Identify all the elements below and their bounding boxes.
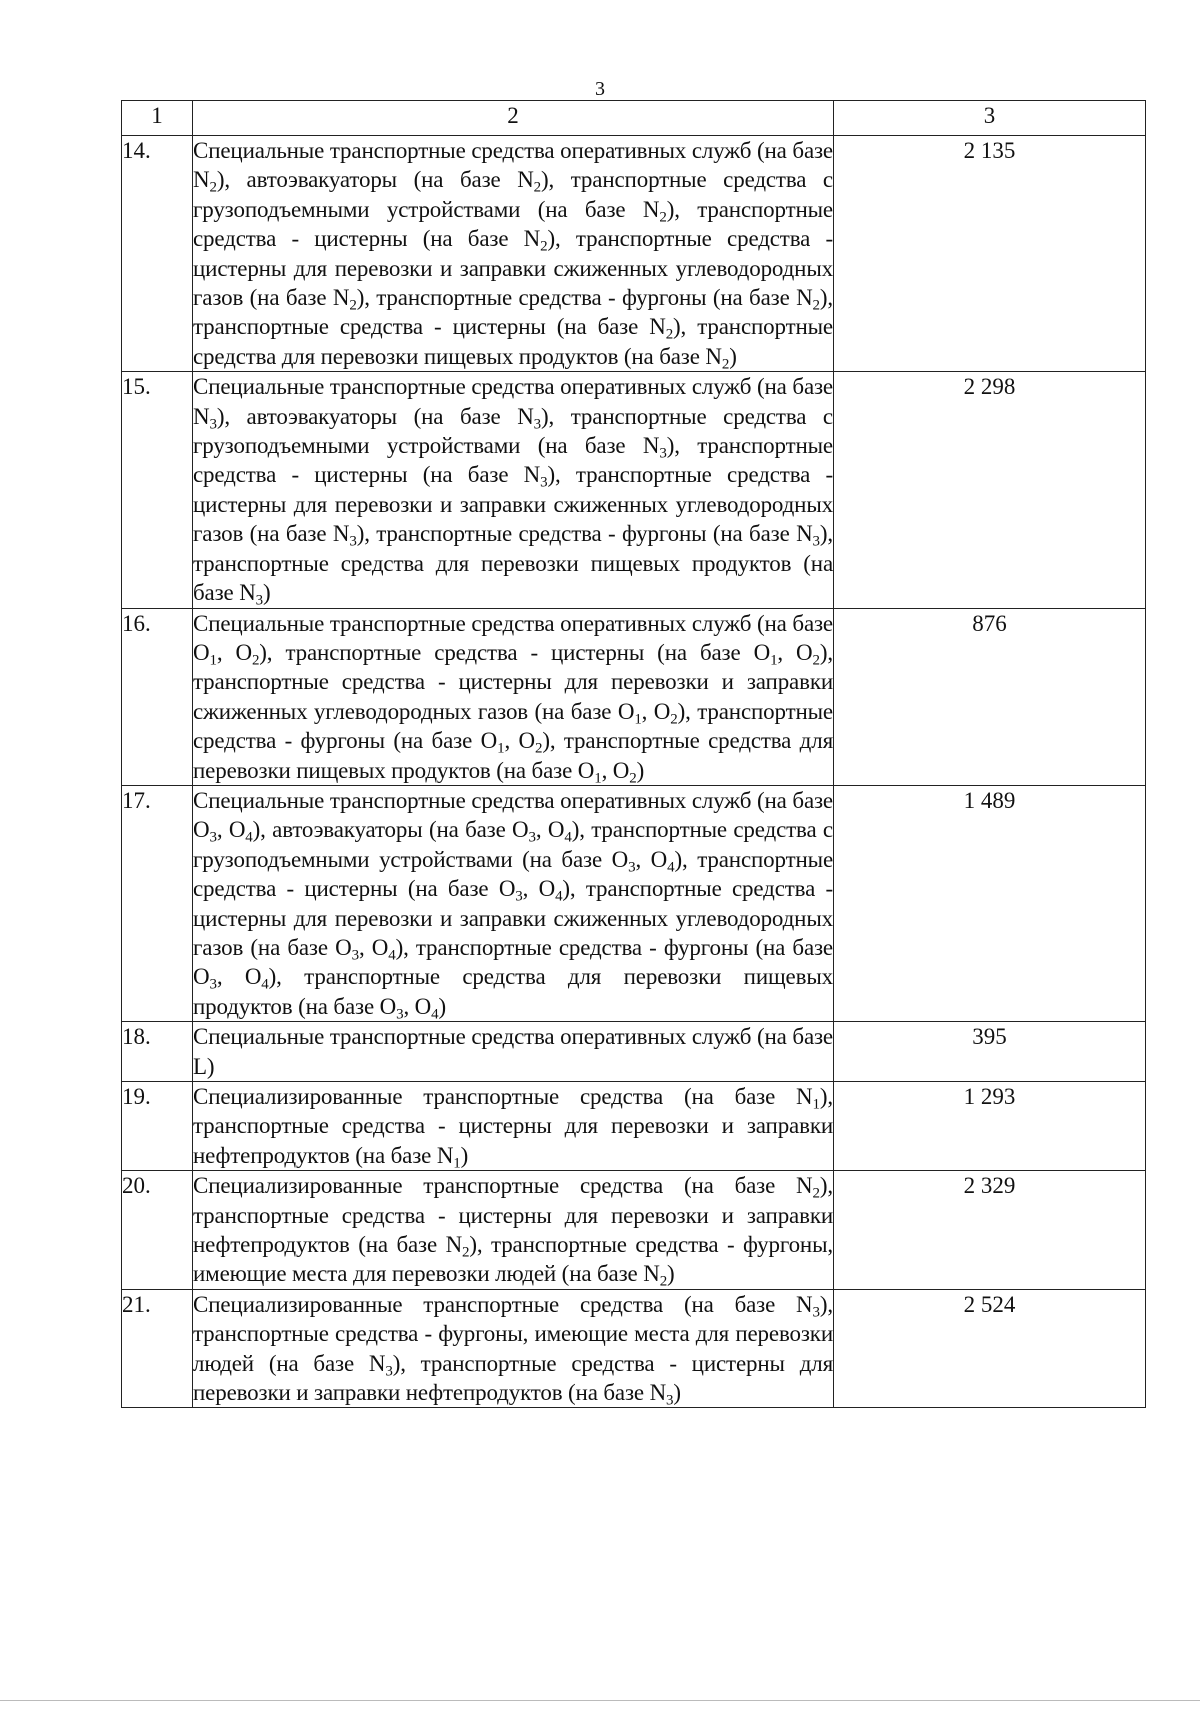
vehicle-table — [121, 100, 1146, 1408]
header-col-2: 2 — [193, 101, 834, 136]
table-row — [122, 608, 1146, 785]
row-number: 15. — [122, 372, 193, 608]
row-number: 20. — [122, 1171, 193, 1290]
row-description: Специальные транспортные средства оперативных служб (на базе $O_1$, $O_2$), транспортные средства - цистерны (на базе $O_1$, $O_2$), транспортные средства - цистерны для перевозки и заправки сжиженных углеводородных газов (на базе $O_1$, $O_2$), транспортные средства - фургоны (на базе $O_1$, $O_2$), транспортные средства для перевозки пищевых продуктов (на базе $O_1$, $O_2$) — [193, 608, 834, 785]
row-number: 18. — [122, 1022, 193, 1082]
row-description: Специальные транспортные средства оперативных служб (на базе $O_3$, $O_4$), автоэвакуаторы (на базе $O_3$, $O_4$), транспортные средства с грузоподъемными устройствами (на базе $O_3$, $O_4$), транспортные средства - цистерны (на базе $O_3$, $O_4$), транспортные средства - цистерны для перевозки и заправки сжиженных углеводородных газов (на базе $O_3$, $O_4$), транспортные средства - фургоны (на базе $O_3$, $O_4$), транспортные средства для перевозки пищевых продуктов (на базе $O_3$, $O_4$) — [193, 785, 834, 1021]
row-description: Специальные транспортные средства оперативных служб (на базе L) — [193, 1022, 834, 1082]
row-description: Специализированные транспортные средства (на базе $N_1$), транспортные средства - цистерны для перевозки и заправки нефтепродуктов (на базе $N_1$) — [193, 1082, 834, 1171]
row-value: 2 329 — [834, 1171, 1146, 1290]
row-number: 19. — [122, 1082, 193, 1171]
page-number: 3 — [595, 78, 605, 100]
row-value: 395 — [834, 1022, 1146, 1082]
row-number: 17. — [122, 785, 193, 1021]
row-value: 2 524 — [834, 1289, 1146, 1408]
row-value: 2 135 — [834, 136, 1146, 372]
row-description: Специальные транспортные средства оперативных служб (на базе $N_2$), автоэвакуаторы (на базе $N_2$), транспортные средства с грузоподъемными устройствами (на базе $N_2$), транспортные средства - цистерны (на базе $N_2$), транспортные средства - цистерны для перевозки и заправки сжиженных углеводородных газов (на базе $N_2$), транспортные средства - фургоны (на базе $N_2$), транспортные средства - цистерны (на базе $N_2$), транспортные средства для перевозки пищевых продуктов (на базе $N_2$) — [193, 136, 834, 372]
header-col-3: 3 — [834, 101, 1146, 136]
row-description: Специализированные транспортные средства (на базе $N_2$), транспортные средства - цистерны для перевозки и заправки нефтепродуктов (на базе $N_2$), транспортные средства - фургоны, имеющие места для перевозки людей (на базе $N_2$) — [193, 1171, 834, 1290]
row-value: 1 489 — [834, 785, 1146, 1021]
table-header-row — [122, 101, 1146, 136]
row-value: 1 293 — [834, 1082, 1146, 1171]
row-description: Специализированные транспортные средства (на базе $N_3$), транспортные средства - фургоны, имеющие места для перевозки людей (на базе $N_3$), транспортные средства - цистерны для перевозки и заправки нефтепродуктов (на базе $N_3$) — [193, 1289, 834, 1408]
row-value: 876 — [834, 608, 1146, 785]
row-number: 21. — [122, 1289, 193, 1408]
table-row — [122, 1082, 1146, 1171]
scan-edge-line — [0, 1700, 1200, 1701]
table-row — [122, 372, 1146, 608]
table-row — [122, 136, 1146, 372]
table-row — [122, 1289, 1146, 1408]
header-col-1: 1 — [122, 101, 193, 136]
row-description: Специальные транспортные средства оперативных служб (на базе $N_3$), автоэвакуаторы (на базе $N_3$), транспортные средства с грузоподъемными устройствами (на базе $N_3$), транспортные средства - цистерны (на базе $N_3$), транспортные средства - цистерны для перевозки и заправки сжиженных углеводородных газов (на базе $N_3$), транспортные средства - фургоны (на базе $N_3$), транспортные средства для перевозки пищевых продуктов (на базе $N_3$) — [193, 372, 834, 608]
row-value: 2 298 — [834, 372, 1146, 608]
table-row — [122, 1171, 1146, 1290]
row-number: 14. — [122, 136, 193, 372]
row-number: 16. — [122, 608, 193, 785]
table-row — [122, 785, 1146, 1021]
table-row — [122, 1022, 1146, 1082]
